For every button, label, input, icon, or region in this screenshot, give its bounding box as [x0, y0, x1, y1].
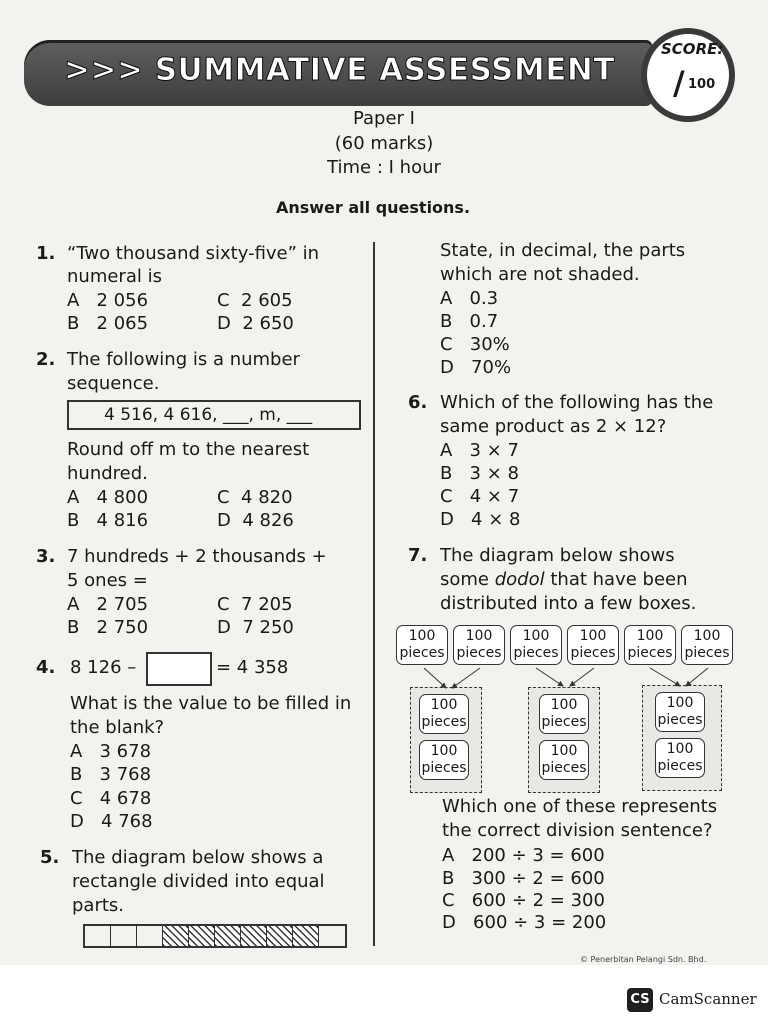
card-count: 100 [430, 743, 458, 759]
unshaded-part [111, 926, 137, 946]
q7-line4: Which one of these represents [442, 796, 718, 817]
arrows-icon: >>> [64, 52, 144, 88]
card-count: 100 [579, 628, 607, 644]
q5-line3: parts. [72, 895, 125, 916]
card-count: 100 [666, 741, 694, 757]
card-unit: pieces [541, 760, 587, 776]
dodol-card [396, 625, 448, 665]
card-count: 100 [522, 628, 550, 644]
q5-cont-line1: State, in decimal, the parts [440, 240, 686, 261]
title-text: SUMMATIVE ASSESSMENT [154, 52, 615, 88]
card-unit: pieces [570, 645, 616, 661]
shaded-part [241, 926, 267, 946]
dodol-card [655, 692, 705, 732]
q4-number: 4. [36, 657, 56, 678]
q2-line4: hundred. [67, 463, 148, 484]
q1-number: 1. [36, 243, 56, 264]
q2-option-a: A 4 800 [67, 487, 149, 508]
q7-option-a: A 200 ÷ 3 = 600 [442, 845, 605, 866]
q3-option-c: C 7 205 [217, 594, 293, 615]
q2-line1: The following is a number [67, 349, 300, 370]
q2-option-b: B 4 816 [67, 510, 149, 531]
q1-option-d: D 2 650 [217, 313, 294, 334]
dodol-card [539, 740, 589, 780]
shaded-part [189, 926, 215, 946]
card-count: 100 [430, 697, 458, 713]
column-divider [373, 242, 375, 946]
q7-line2: some dodol that have been [440, 569, 688, 590]
dodol-card [624, 625, 676, 665]
q3-line1: 7 hundreds + 2 thousands + [67, 546, 327, 567]
paper-time: Time : I hour [327, 157, 441, 178]
q6-number: 6. [408, 392, 428, 413]
q3-option-d: D 7 250 [217, 617, 294, 638]
card-unit: pieces [684, 645, 730, 661]
card-unit: pieces [657, 712, 703, 728]
q4-line1: What is the value to be filled in [70, 693, 352, 714]
shaded-part [267, 926, 293, 946]
q6-line2: same product as 2 × 12? [440, 416, 667, 437]
card-count: 100 [636, 628, 664, 644]
q4-expression-right: = 4 358 [216, 657, 289, 678]
shaded-part [215, 926, 241, 946]
paper-marks: (60 marks) [334, 133, 434, 154]
q3-line2: 5 ones = [67, 570, 148, 591]
q7-number: 7. [408, 545, 428, 566]
answer-blank-box [146, 652, 212, 686]
unshaded-part [137, 926, 163, 946]
sequence-text: 4 516, 4 616, ___, m, ___ [104, 405, 313, 425]
publisher-credit: © Penerbitan Pelangi Sdn. Bhd. [580, 955, 707, 964]
q1-option-a: A 2 056 [67, 290, 149, 311]
q6-option-b: B 3 × 8 [440, 463, 519, 484]
q2-line3: Round off m to the nearest [67, 439, 310, 460]
card-unit: pieces [421, 714, 467, 730]
q2-option-d: D 4 826 [217, 510, 294, 531]
q6-option-d: D 4 × 8 [440, 509, 521, 530]
dodol-card [539, 694, 589, 734]
q1-line1: “Two thousand sixty-five” in [67, 243, 320, 264]
card-unit: pieces [541, 714, 587, 730]
card-unit: pieces [399, 645, 445, 661]
q6-option-a: A 3 × 7 [440, 440, 519, 461]
q3-number: 3. [36, 546, 56, 567]
card-count: 100 [408, 628, 436, 644]
q4-option-d: D 4 768 [70, 811, 153, 832]
q4-expression-left: 8 126 – [70, 657, 137, 678]
q5-cont-line2: which are not shaded. [440, 264, 640, 285]
camscanner-logo-icon: CS [627, 988, 653, 1012]
q7-option-d: D 600 ÷ 3 = 200 [442, 912, 607, 933]
q4-option-c: C 4 678 [70, 788, 152, 809]
q7-option-b: B 300 ÷ 2 = 600 [442, 868, 605, 889]
unshaded-part [319, 926, 345, 946]
q7-option-c: C 600 ÷ 2 = 300 [442, 890, 605, 911]
q4-option-a: A 3 678 [70, 741, 152, 762]
dodol-card [567, 625, 619, 665]
q5-option-d: D 70% [440, 357, 512, 378]
divided-rectangle [83, 924, 347, 948]
card-count: 100 [550, 697, 578, 713]
card-unit: pieces [456, 645, 502, 661]
camscanner-watermark: CamScanner [659, 990, 757, 1008]
paper-number: Paper I [352, 108, 415, 129]
q6-option-c: C 4 × 7 [440, 486, 520, 507]
q3-option-b: B 2 750 [67, 617, 149, 638]
q2-option-c: C 4 820 [217, 487, 293, 508]
q1-option-b: B 2 065 [67, 313, 149, 334]
q2-line2: sequence. [67, 373, 160, 394]
q5-number: 5. [40, 847, 60, 868]
q1-line2: numeral is [67, 266, 162, 287]
card-unit: pieces [657, 758, 703, 774]
q7-line1: The diagram below shows [440, 545, 675, 566]
q4-option-b: B 3 768 [70, 764, 152, 785]
dodol-card [419, 694, 469, 734]
shaded-part [163, 926, 189, 946]
q5-line1: The diagram below shows a [72, 847, 324, 868]
dodol-card [510, 625, 562, 665]
instruction: Answer all questions. [275, 198, 471, 217]
card-count: 100 [666, 695, 694, 711]
q7-line5: the correct division sentence? [442, 820, 713, 841]
q6-line1: Which of the following has the [440, 392, 714, 413]
unshaded-part [85, 926, 111, 946]
q4-line2: the blank? [70, 717, 165, 738]
card-count: 100 [465, 628, 493, 644]
dodol-card [655, 738, 705, 778]
dodol-card [419, 740, 469, 780]
q5-option-b: B 0.7 [440, 311, 499, 332]
shaded-part [293, 926, 319, 946]
card-unit: pieces [627, 645, 673, 661]
score-total: 100 [688, 77, 716, 92]
card-unit: pieces [513, 645, 559, 661]
page-title [64, 52, 615, 88]
q1-option-c: C 2 605 [217, 290, 293, 311]
q5-option-a: A 0.3 [440, 288, 499, 309]
q7-line3: distributed into a few boxes. [440, 593, 697, 614]
q3-option-a: A 2 705 [67, 594, 149, 615]
card-unit: pieces [421, 760, 467, 776]
q5-line2: rectangle divided into equal [72, 871, 325, 892]
dodol-card [453, 625, 505, 665]
score-label: SCORE: [661, 40, 724, 58]
card-count: 100 [550, 743, 578, 759]
card-count: 100 [693, 628, 721, 644]
dodol-card [681, 625, 733, 665]
score-slash: / [673, 64, 685, 102]
q2-number: 2. [36, 349, 56, 370]
q5-option-c: C 30% [440, 334, 510, 355]
